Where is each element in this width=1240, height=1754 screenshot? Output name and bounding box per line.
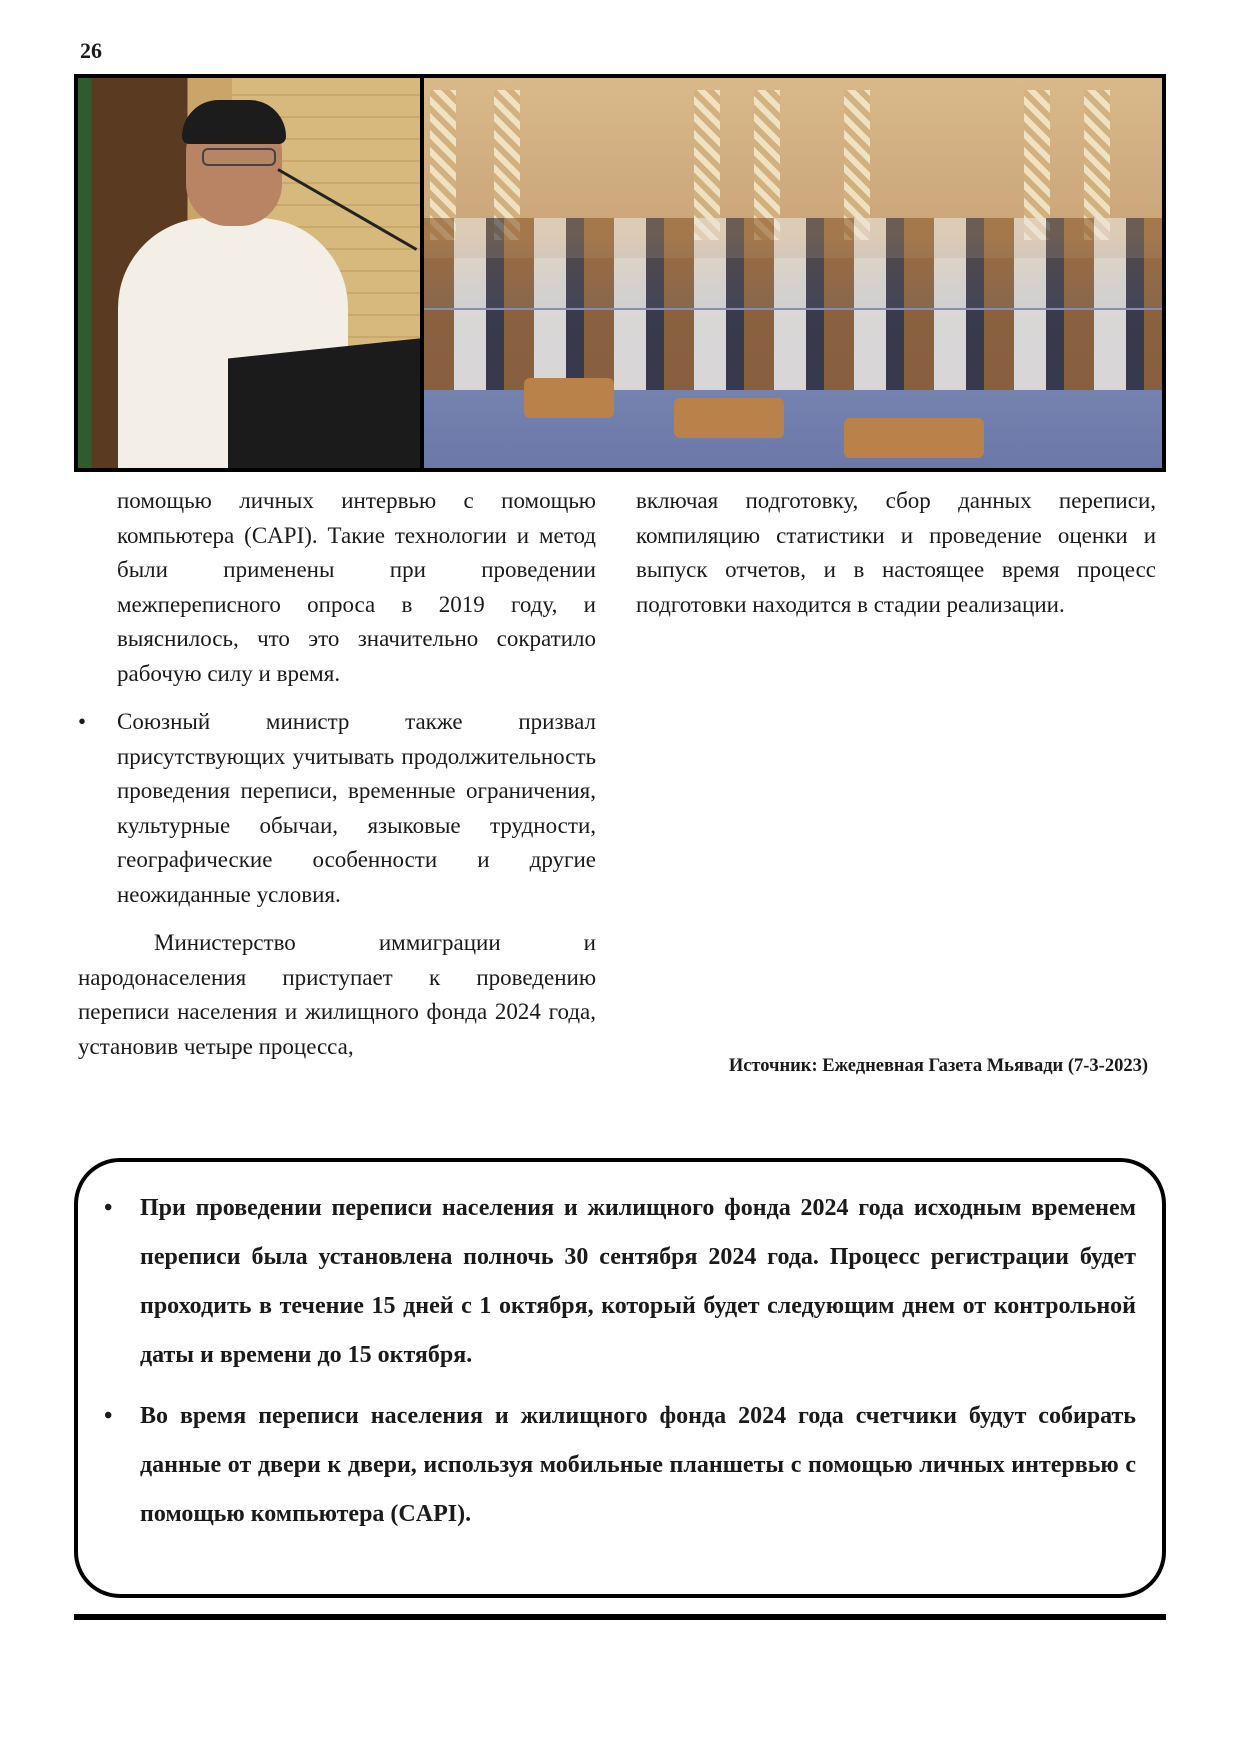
- page-number: 26: [80, 38, 102, 63]
- photo-strip: [74, 74, 1166, 472]
- right-column: [636, 484, 1156, 622]
- bottom-rule: [74, 1614, 1166, 1620]
- speaker-photo: [78, 78, 424, 468]
- bullet-item: • Союзный министр также призвал присутствующих учитывать продолжительность проведения переписи, временные ограничения, культурные обычаи, языковые трудности, географические особенности и другие неожиданные условия.: [78, 705, 596, 912]
- right-continuation: включая подготовку, сбор данных переписи, компиляцию статистики и проведение оценки и выпуск отчетов, и в настоящее время процесс подготовки находится в стадии реализации.: [636, 488, 1156, 617]
- source-citation: Источник: Ежедневная Газета Мьявади (7-3-2023): [728, 1056, 1148, 1076]
- speaker-hair: [182, 100, 286, 144]
- summary-list: [78, 1162, 1162, 1539]
- summary-box: [74, 1158, 1166, 1598]
- audience-photo: [424, 78, 1162, 468]
- speaker-glasses: [202, 148, 276, 166]
- left-paragraph: Министерство иммиграции и народонаселения приступает к проведению переписи населения и жилищного фонда 2024 года, установив четыре процесса,: [78, 930, 596, 1059]
- summary-item: • При проведении переписи населения и жилищного фонда 2024 года исходным временем переписи была установлена полночь 30 сентября 2024 года. Процесс регистрации будет проходить в течение 15 дней с 1 октября, который будет следующим днем от контрольной даты и времени до 15 октября.: [140, 1184, 1136, 1380]
- left-continuation: помощью личных интервью с помощью компьютера (CAPI). Такие технологии и метод были применены при проведении межпереписного опроса в 2019 году, и выяснилось, что это значительно сократило рабочую силу и время.: [117, 488, 596, 686]
- left-column: [78, 484, 596, 1064]
- coffee-table: [524, 378, 614, 418]
- coffee-table: [844, 418, 984, 458]
- audience-row: [424, 218, 1162, 258]
- summary-item: • Во время переписи населения и жилищного фонда 2024 года счетчики будут собирать данные от двери к двери, используя мобильные планшеты с помощью личных интервью с помощью компьютера (CAPI).: [140, 1392, 1136, 1539]
- bullet-list: [78, 705, 596, 912]
- podium: [228, 337, 424, 468]
- audience-row: [424, 258, 1162, 308]
- coffee-table: [674, 398, 784, 438]
